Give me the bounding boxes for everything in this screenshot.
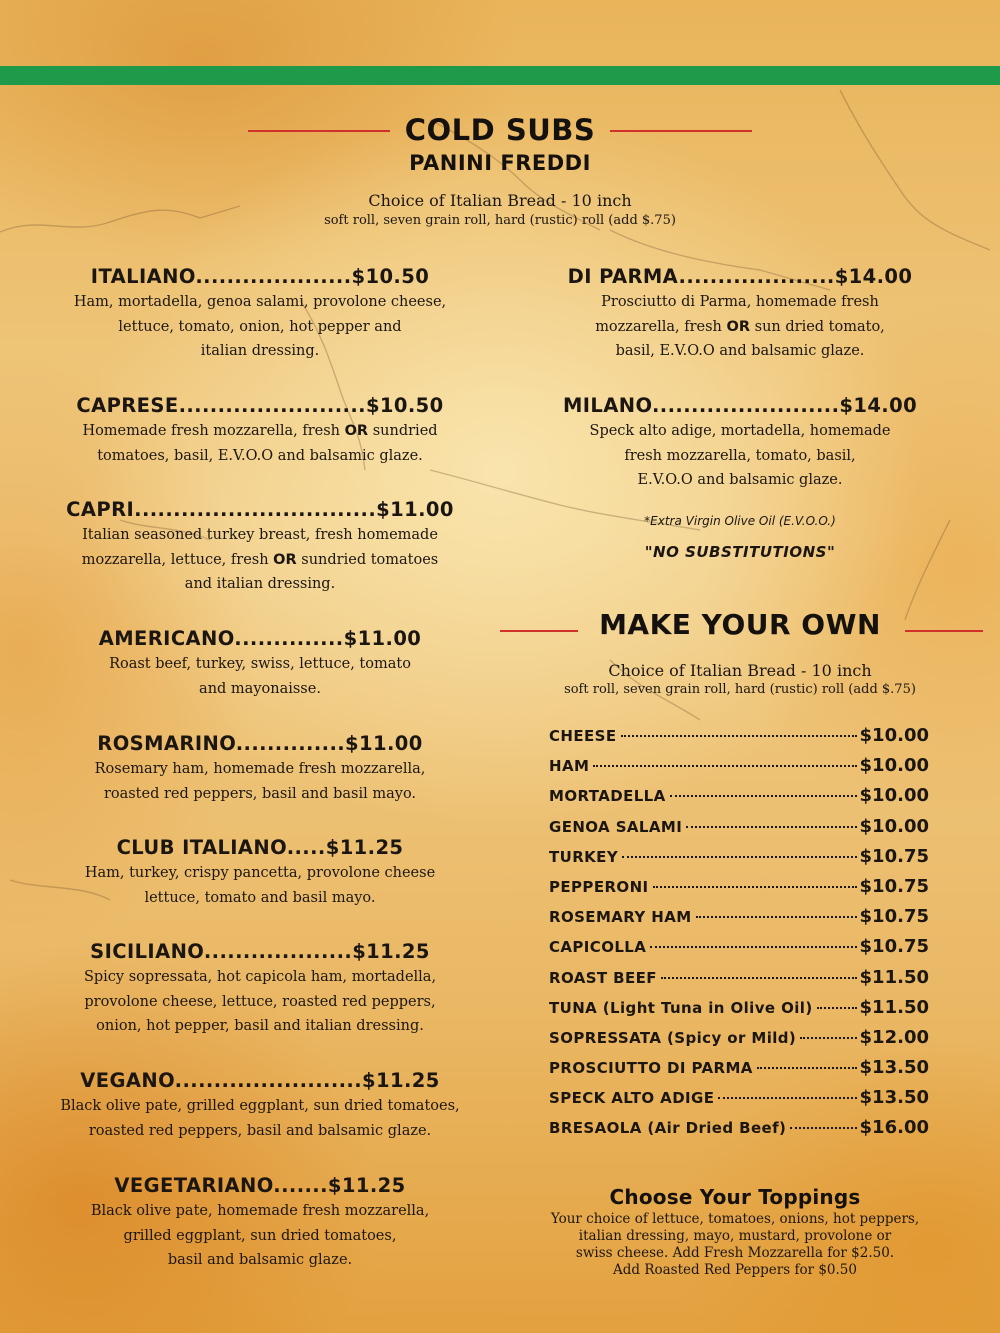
item-title: AMERICANO..............$11.00 xyxy=(98,627,422,650)
bread-options: soft roll, seven grain roll, hard (rustic) roll (add $.75) xyxy=(324,213,676,228)
dot-leader xyxy=(757,1067,857,1069)
price-item-name: ROSEMARY HAM xyxy=(549,908,692,927)
menu-item-capri xyxy=(30,498,490,597)
make-your-own-bread-choice: Choice of Italian Bread - 10 inch xyxy=(608,661,872,680)
price-item-price: $11.50 xyxy=(859,996,929,1018)
item-title: CLUB ITALIANO.....$11.25 xyxy=(116,836,404,859)
price-item-name: ROAST BEEF xyxy=(549,968,657,987)
price-row xyxy=(549,1113,929,1143)
item-description: Prosciutto di Parma, homemade fresh mozzarella, fresh OR sun dried tomato, basil, E.V.O.O and balsamic glaze. xyxy=(595,294,885,359)
item-description: Homemade fresh mozzarella, fresh OR sundried tomatoes, basil, E.V.O.O and balsamic glaze. xyxy=(82,423,438,464)
item-description: Ham, mortadella, genoa salami, provolone cheese, lettuce, tomato, onion, hot pepper and italian dressing. xyxy=(73,294,447,359)
dot-leader xyxy=(817,1007,857,1009)
item-description: Roast beef, turkey, swiss, lettuce, tomato and mayonaisse. xyxy=(109,656,411,697)
price-item-name: GENOA SALAMI xyxy=(549,817,683,836)
menu-item-milano xyxy=(510,394,970,493)
menu-item-vegetariano xyxy=(30,1174,490,1273)
toppings-title: Choose Your Toppings xyxy=(609,1185,861,1209)
price-item-price: $16.00 xyxy=(859,1117,929,1139)
menu-item-italiano xyxy=(30,265,490,364)
dot-leader xyxy=(686,826,856,828)
price-item-price: $11.50 xyxy=(859,966,929,988)
dot-leader xyxy=(670,795,857,797)
item-title: CAPRI...............................$11.00 xyxy=(66,498,454,521)
menu-item-rosmarino xyxy=(30,732,490,806)
item-title: CAPRESE........................$10.50 xyxy=(76,394,444,417)
price-row xyxy=(549,1023,929,1053)
menu-item-club-italiano xyxy=(30,836,490,910)
item-description: Black olive pate, homemade fresh mozzarella, grilled eggplant, sun dried tomatoes, basil and balsamic glaze. xyxy=(90,1203,430,1268)
item-description: Rosemary ham, homemade fresh mozzarella, roasted red peppers, basil and basil mayo. xyxy=(94,761,426,802)
price-item-price: $10.00 xyxy=(859,725,929,746)
item-title: MILANO........................$14.00 xyxy=(562,394,918,417)
item-title: VEGANO........................$11.25 xyxy=(80,1069,440,1092)
price-row xyxy=(549,993,929,1023)
price-item-name: MORTADELLA xyxy=(549,787,666,806)
price-item-name: SOPRESSATA (Spicy or Mild) xyxy=(549,1028,797,1047)
price-item-name: TURKEY xyxy=(549,847,619,866)
page-subtitle: PANINI FREDDI xyxy=(409,151,591,175)
price-item-price: $13.50 xyxy=(859,1057,929,1079)
price-item-price: $13.50 xyxy=(859,1087,929,1109)
item-title: SICILIANO...................$11.25 xyxy=(90,940,430,963)
dot-leader xyxy=(653,886,857,888)
dot-leader xyxy=(718,1097,856,1099)
dot-leader xyxy=(661,977,857,979)
item-description: Ham, turkey, crispy pancetta, provolone cheese lettuce, tomato and basil mayo. xyxy=(84,865,436,906)
price-item-price: $10.00 xyxy=(859,785,929,807)
price-item-price: $10.75 xyxy=(859,875,929,897)
price-row xyxy=(549,781,929,811)
price-row xyxy=(549,872,929,902)
price-row xyxy=(549,721,929,751)
make-your-own-title: MAKE YOUR OWN xyxy=(599,608,881,641)
dot-leader xyxy=(621,735,857,737)
item-description: Italian seasoned turkey breast, fresh homemade mozzarella, lettuce, fresh OR sundried tomatoes and italian dressing. xyxy=(81,527,439,592)
toppings-description: Your choice of lettuce, tomatoes, onions, hot peppers, italian dressing, mayo, mustard, provolone or swiss cheese. Add Fresh Mozzarella for $2.50. Add Roasted Red Peppers for $0.50 xyxy=(550,1211,920,1278)
price-row xyxy=(549,963,929,993)
price-row xyxy=(549,842,929,872)
dot-leader xyxy=(593,765,856,767)
dot-leader xyxy=(650,946,856,948)
price-item-name: PEPPERONI xyxy=(549,877,649,896)
price-row xyxy=(549,1053,929,1083)
price-item-name: HAM xyxy=(549,757,590,776)
top-green-stripe xyxy=(0,66,1000,85)
dot-leader xyxy=(696,916,857,918)
price-row xyxy=(549,932,929,962)
page-title: COLD SUBS xyxy=(404,113,596,147)
price-item-price: $10.75 xyxy=(859,936,929,958)
item-title: ITALIANO....................$10.50 xyxy=(90,265,430,288)
evoo-note: *Extra Virgin Olive Oil (E.V.O.O.) xyxy=(644,514,836,528)
item-description: Spicy sopressata, hot capicola ham, mortadella, provolone cheese, lettuce, roasted red peppers, onion, hot pepper, basil and italian dressing. xyxy=(83,969,437,1034)
price-item-price: $10.75 xyxy=(859,845,929,867)
price-item-name: SPECK ALTO ADIGE xyxy=(549,1089,715,1108)
price-row xyxy=(549,902,929,932)
price-item-price: $10.00 xyxy=(859,755,929,777)
item-title: VEGETARIANO.......$11.25 xyxy=(114,1174,406,1197)
price-row xyxy=(549,812,929,842)
price-item-price: $10.75 xyxy=(859,906,929,928)
menu-item-caprese xyxy=(30,394,490,468)
item-description: Black olive pate, grilled eggplant, sun dried tomatoes, roasted red peppers, basil and balsamic glaze. xyxy=(60,1098,460,1139)
item-title: ROSMARINO..............$11.00 xyxy=(97,732,423,755)
price-item-name: CHEESE xyxy=(549,727,617,745)
menu-item-vegano xyxy=(30,1069,490,1143)
make-your-own-price-list xyxy=(549,721,929,1144)
make-your-own-bread-options: soft roll, seven grain roll, hard (rustic) roll (add $.75) xyxy=(564,682,916,697)
item-description: Speck alto adige, mortadella, homemade fresh mozzarella, tomato, basil, E.V.O.O and balsamic glaze. xyxy=(589,423,891,488)
price-item-name: BRESAOLA (Air Dried Beef) xyxy=(549,1119,787,1138)
dot-leader xyxy=(800,1037,856,1039)
price-item-name: TUNA (Light Tuna in Olive Oil) xyxy=(549,998,813,1017)
bread-choice: Choice of Italian Bread - 10 inch xyxy=(368,191,632,210)
price-item-name: PROSCIUTTO DI PARMA xyxy=(549,1059,753,1078)
price-item-price: $10.00 xyxy=(859,815,929,837)
item-title: DI PARMA....................$14.00 xyxy=(567,265,913,288)
dot-leader xyxy=(622,856,856,858)
dot-leader xyxy=(790,1127,856,1129)
menu-item-americano xyxy=(30,627,490,701)
price-row xyxy=(549,751,929,781)
price-item-price: $12.00 xyxy=(859,1026,929,1048)
price-row xyxy=(549,1083,929,1113)
price-item-name: CAPICOLLA xyxy=(549,938,647,957)
menu-item-siciliano xyxy=(30,940,490,1039)
menu-item-di-parma xyxy=(510,265,970,364)
no-substitutions-note: "NO SUBSTITUTIONS" xyxy=(644,543,836,561)
